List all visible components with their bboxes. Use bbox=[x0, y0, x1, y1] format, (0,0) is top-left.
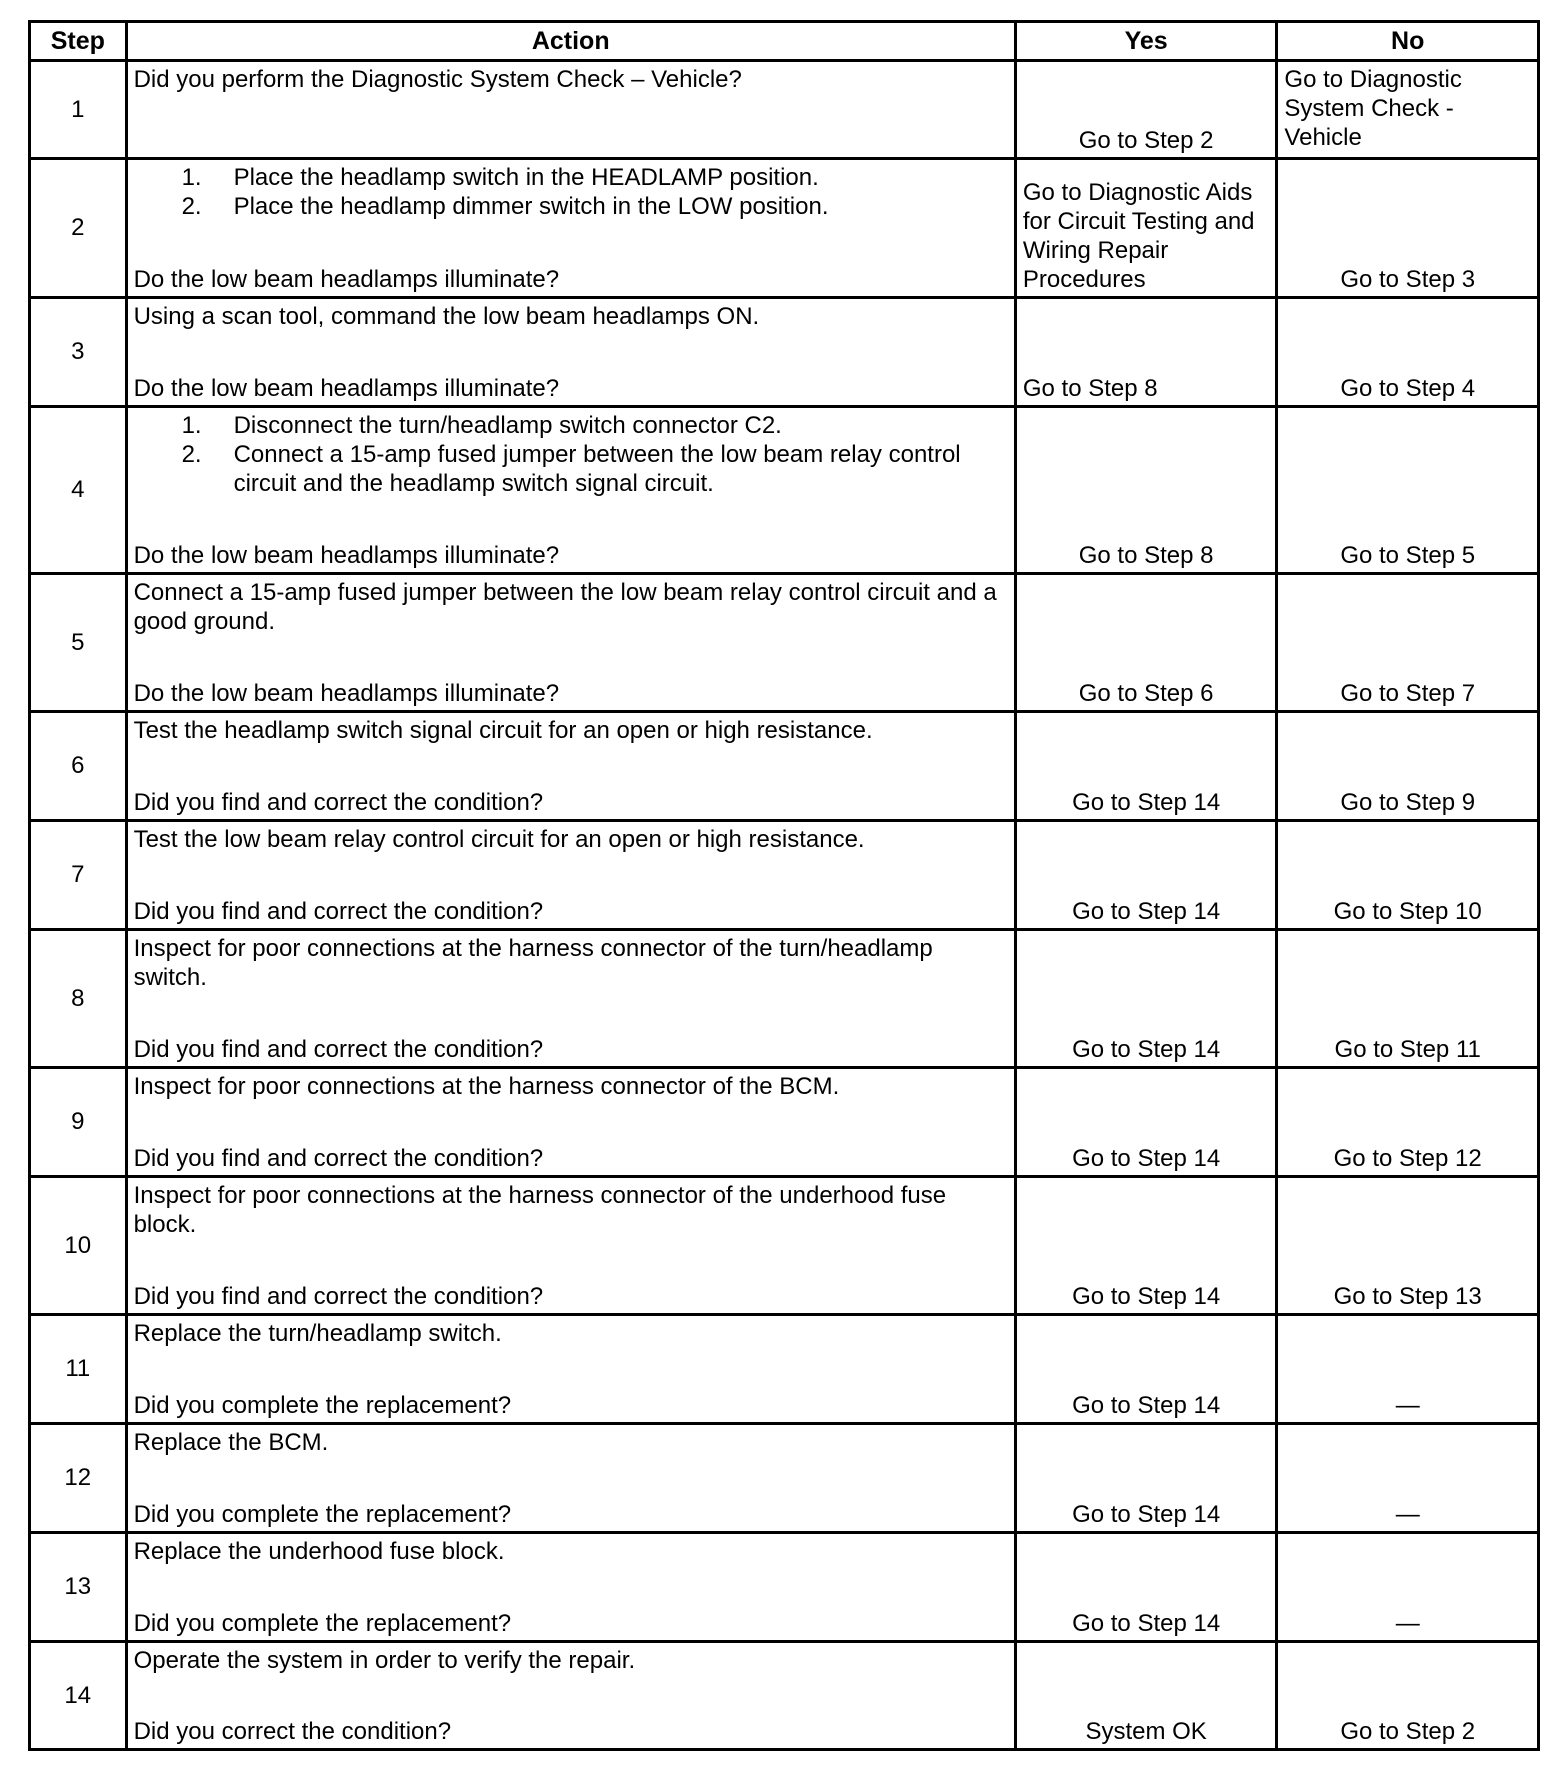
no-cell bbox=[1277, 1315, 1539, 1424]
table-row bbox=[30, 61, 1539, 159]
yes-cell bbox=[1015, 1068, 1277, 1177]
action-text: Test the low beam relay control circuit for an open or high resistance. bbox=[133, 826, 865, 853]
action-cell bbox=[126, 1315, 1015, 1424]
step-number: 12 bbox=[30, 1424, 127, 1533]
no-result: Go to Step 3 bbox=[1340, 266, 1476, 293]
yes-result: Go to Step 14 bbox=[1072, 1283, 1221, 1310]
step-number: 2 bbox=[30, 159, 127, 298]
step-number: 11 bbox=[30, 1315, 127, 1424]
yes-cell bbox=[1015, 712, 1277, 821]
step-number: 5 bbox=[30, 574, 127, 712]
action-cell bbox=[126, 1424, 1015, 1533]
no-cell bbox=[1277, 930, 1539, 1068]
no-cell bbox=[1277, 298, 1539, 407]
step-number: 7 bbox=[30, 821, 127, 930]
action-cell bbox=[126, 298, 1015, 407]
instruction-number: 1. bbox=[181, 412, 202, 439]
action-cell bbox=[126, 574, 1015, 712]
table-row bbox=[30, 1315, 1539, 1424]
step-number: 10 bbox=[30, 1177, 127, 1315]
action-cell bbox=[126, 159, 1015, 298]
step-number: 3 bbox=[30, 298, 127, 407]
yes-cell bbox=[1015, 159, 1277, 298]
yes-result: Go to Step 6 bbox=[1078, 680, 1214, 707]
yes-cell bbox=[1015, 407, 1277, 574]
instruction-text: Place the headlamp switch in the HEADLAMP position. bbox=[233, 164, 819, 191]
step-number: 6 bbox=[30, 712, 127, 821]
yes-result: Go to Step 2 bbox=[1078, 127, 1214, 154]
instruction-text: Disconnect the turn/headlamp switch connector C2. bbox=[233, 412, 782, 439]
step-number: 14 bbox=[30, 1642, 127, 1750]
instruction-number: 2. bbox=[181, 441, 202, 468]
action-cell bbox=[126, 1642, 1015, 1750]
action-cell bbox=[126, 1533, 1015, 1642]
header-no: No bbox=[1277, 22, 1539, 61]
instruction-item bbox=[134, 411, 1008, 440]
table-row bbox=[30, 1068, 1539, 1177]
action-cell bbox=[126, 1068, 1015, 1177]
instruction-item bbox=[134, 192, 1008, 221]
table-row bbox=[30, 407, 1539, 574]
table-row bbox=[30, 1642, 1539, 1750]
no-cell bbox=[1277, 574, 1539, 712]
yes-cell bbox=[1015, 1642, 1277, 1750]
action-cell bbox=[126, 712, 1015, 821]
action-cell bbox=[126, 407, 1015, 574]
instruction-text: Place the headlamp dimmer switch in the LOW position. bbox=[233, 193, 829, 220]
no-cell bbox=[1277, 407, 1539, 574]
question-text: Did you find and correct the condition? bbox=[133, 898, 544, 925]
yes-result: Go to Step 14 bbox=[1072, 789, 1221, 816]
question-text: Did you find and correct the condition? bbox=[133, 1283, 544, 1310]
yes-cell bbox=[1015, 1533, 1277, 1642]
instruction-number: 1. bbox=[181, 164, 202, 191]
no-result: — bbox=[1395, 1501, 1420, 1528]
no-cell bbox=[1277, 712, 1539, 821]
table-row bbox=[30, 712, 1539, 821]
question-text: Do the low beam headlamps illuminate? bbox=[133, 375, 560, 402]
question-text: Did you complete the replacement? bbox=[133, 1392, 512, 1419]
table-row bbox=[30, 574, 1539, 712]
question-text: Did you find and correct the condition? bbox=[133, 1145, 544, 1172]
action-text: Test the headlamp switch signal circuit for an open or high resistance. bbox=[133, 717, 873, 744]
no-result: Go to Step 4 bbox=[1340, 375, 1476, 402]
yes-result: Go to Step 14 bbox=[1072, 1036, 1221, 1063]
step-number: 9 bbox=[30, 1068, 127, 1177]
yes-result: Go to Step 14 bbox=[1072, 1392, 1221, 1419]
table-row bbox=[30, 298, 1539, 407]
yes-cell bbox=[1015, 61, 1277, 159]
no-result: Go to Diagnostic System Check - Vehicle bbox=[1284, 66, 1462, 151]
yes-result: Go to Step 14 bbox=[1072, 1501, 1221, 1528]
no-result: — bbox=[1395, 1392, 1420, 1419]
question-text: Did you correct the condition? bbox=[133, 1718, 452, 1745]
action-text: Connect a 15-amp fused jumper between the low beam relay control circuit and a good ground. bbox=[133, 579, 997, 635]
no-result: Go to Step 9 bbox=[1340, 789, 1476, 816]
header-yes: Yes bbox=[1015, 22, 1277, 61]
question-text: Do the low beam headlamps illuminate? bbox=[133, 680, 560, 707]
instruction-list bbox=[134, 411, 1008, 498]
no-cell bbox=[1277, 1533, 1539, 1642]
question-text: Did you find and correct the condition? bbox=[133, 789, 544, 816]
header-action: Action bbox=[126, 22, 1015, 61]
action-text: Operate the system in order to verify the repair. bbox=[133, 1647, 636, 1674]
step-number: 1 bbox=[30, 61, 127, 159]
action-text: Replace the underhood fuse block. bbox=[133, 1538, 505, 1565]
step-number: 4 bbox=[30, 407, 127, 574]
no-cell bbox=[1277, 1424, 1539, 1533]
table-row bbox=[30, 1424, 1539, 1533]
no-cell bbox=[1277, 821, 1539, 930]
table-row bbox=[30, 930, 1539, 1068]
question-text: Did you complete the replacement? bbox=[133, 1610, 512, 1637]
action-text: Inspect for poor connections at the harness connector of the BCM. bbox=[133, 1073, 840, 1100]
step-number: 13 bbox=[30, 1533, 127, 1642]
no-result: Go to Step 10 bbox=[1333, 898, 1482, 925]
yes-cell bbox=[1015, 1315, 1277, 1424]
question-text: Do the low beam headlamps illuminate? bbox=[133, 542, 560, 569]
step-number: 8 bbox=[30, 930, 127, 1068]
table-row bbox=[30, 1533, 1539, 1642]
yes-result: Go to Step 14 bbox=[1072, 1610, 1221, 1637]
header-row bbox=[30, 22, 1539, 61]
instruction-text: Connect a 15-amp fused jumper between the low beam relay control circuit and the headlamp switch signal circuit. bbox=[233, 441, 961, 497]
question-text: Do the low beam headlamps illuminate? bbox=[133, 266, 560, 293]
yes-cell bbox=[1015, 298, 1277, 407]
no-cell bbox=[1277, 1177, 1539, 1315]
action-cell bbox=[126, 1177, 1015, 1315]
no-result: Go to Step 12 bbox=[1333, 1145, 1482, 1172]
table-row bbox=[30, 159, 1539, 298]
no-result: Go to Step 13 bbox=[1333, 1283, 1482, 1310]
yes-result: Go to Step 8 bbox=[1078, 542, 1214, 569]
instruction-list bbox=[134, 163, 1008, 221]
action-text: Inspect for poor connections at the harness connector of the underhood fuse block. bbox=[133, 1182, 947, 1238]
yes-result: Go to Step 14 bbox=[1072, 898, 1221, 925]
instruction-number: 2. bbox=[181, 193, 202, 220]
instruction-item bbox=[134, 440, 1008, 498]
instruction-item bbox=[134, 163, 1008, 192]
question-text: Did you find and correct the condition? bbox=[133, 1036, 544, 1063]
no-cell bbox=[1277, 159, 1539, 298]
yes-cell bbox=[1015, 821, 1277, 930]
table-row bbox=[30, 821, 1539, 930]
no-result: Go to Step 11 bbox=[1334, 1036, 1481, 1063]
no-cell bbox=[1277, 1642, 1539, 1750]
yes-result: Go to Step 8 bbox=[1022, 375, 1158, 402]
action-cell bbox=[126, 930, 1015, 1068]
no-cell bbox=[1277, 61, 1539, 159]
yes-cell bbox=[1015, 1424, 1277, 1533]
action-cell bbox=[126, 61, 1015, 159]
yes-cell bbox=[1015, 574, 1277, 712]
action-text: Using a scan tool, command the low beam headlamps ON. bbox=[133, 303, 760, 330]
no-result: Go to Step 5 bbox=[1340, 542, 1476, 569]
yes-result: Go to Step 14 bbox=[1072, 1145, 1221, 1172]
yes-result: System OK bbox=[1085, 1718, 1207, 1745]
no-cell bbox=[1277, 1068, 1539, 1177]
no-result: Go to Step 2 bbox=[1340, 1718, 1476, 1745]
action-text: Did you perform the Diagnostic System Check – Vehicle? bbox=[133, 66, 742, 93]
yes-cell bbox=[1015, 1177, 1277, 1315]
header-step: Step bbox=[30, 22, 127, 61]
yes-result: Go to Diagnostic Aids for Circuit Testing and Wiring Repair Procedures bbox=[1022, 179, 1255, 293]
diagnostic-table bbox=[28, 20, 1540, 1751]
no-result: Go to Step 7 bbox=[1340, 680, 1476, 707]
table-row bbox=[30, 1177, 1539, 1315]
no-result: — bbox=[1395, 1610, 1420, 1637]
action-text: Inspect for poor connections at the harness connector of the turn/headlamp switch. bbox=[133, 935, 933, 991]
yes-cell bbox=[1015, 930, 1277, 1068]
question-text: Did you complete the replacement? bbox=[133, 1501, 512, 1528]
action-text: Replace the turn/headlamp switch. bbox=[133, 1320, 502, 1347]
action-cell bbox=[126, 821, 1015, 930]
action-text: Replace the BCM. bbox=[133, 1429, 329, 1456]
